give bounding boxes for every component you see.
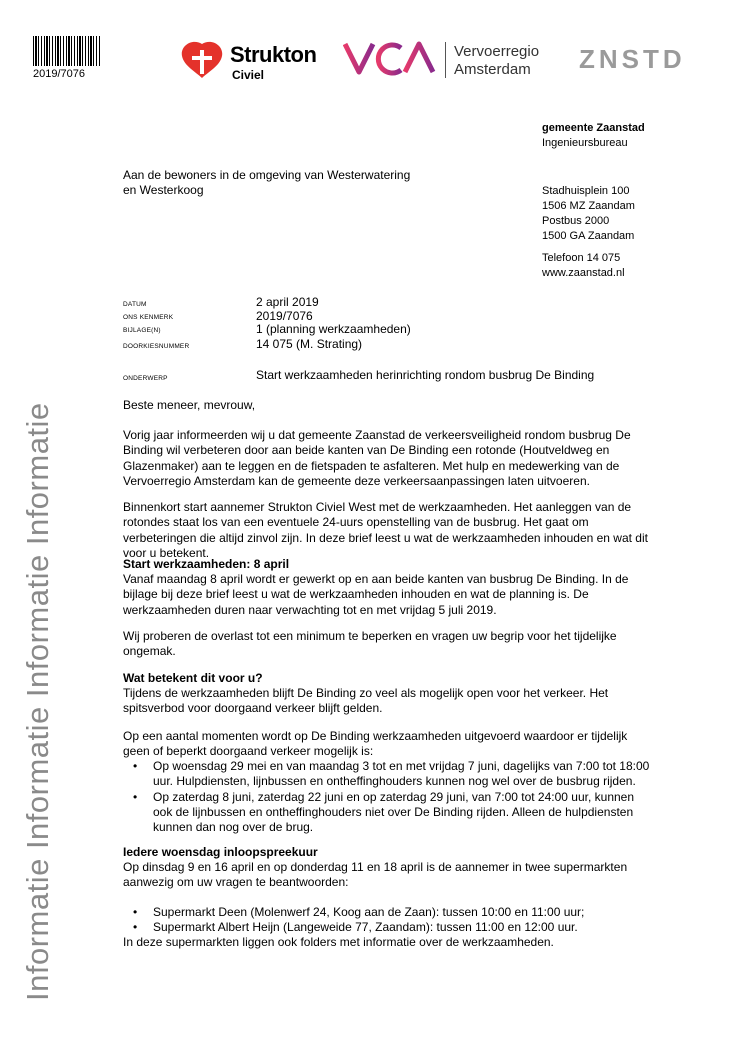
heading-start: Start werkzaamheden: 8 april [123,557,290,571]
sender-org: gemeente Zaanstad [542,122,645,134]
paragraph-7: Op dinsdag 9 en 16 april en op donderdag 11 en 18 april is de aannemer in twee supermarkten aanwezig om uw vragen te beantwoorden: [123,860,628,890]
vervoerregio-logo-icon [343,40,443,78]
sender-postbus-city: 1500 GA Zaandam [542,230,635,242]
recipient-line1: Aan de bewoners in de omgeving van Westerwatering [123,168,411,182]
heading-impact: Wat betekent dit voor u? [123,671,263,685]
strukton-sub: Civiel [232,68,265,82]
recipient-line2: en Westerkoog [123,183,204,197]
strukton-name: Strukton [230,42,317,67]
strukton-logo-icon [178,40,226,80]
side-watermark-text: Informatie Informatie Informatie Informatie [20,402,55,1001]
heading-spreekuur: Iedere woensdag inloopspreekuur [123,845,318,859]
paragraph-1: Vorig jaar informeerden wij u dat gemeente Zaanstad de verkeersveiligheid rondom busbrug De Binding wil verbeteren door aan beide kanten van De Binding een rotonde (Houtveldweg en Glazenmaker) aan te leggen en de fietspaden te asfalteren. Met hulp en medewerking van de Vervoerregio Amsterdam kan de gemeente deze verkeersaanpassingen laten uitvoeren. [123,428,631,488]
list-item: • Op zaterdag 8 juni, zaterdag 22 juni en op zaterdag 29 juni, van 7:00 tot 24:00 uur, kunnen ook de lijnbussen en ontheffinghouders niet over De Binding rijden. Alleen de hulpdiensten kunnen dan nog over de brug. [123,790,653,836]
kenmerk-label: ONS KENMERK [123,314,174,321]
paragraph-6: Op een aantal momenten wordt op De Binding werkzaamheden uitgevoerd waardoor er tijdelijk geen of beperkt doorgaand verkeer mogelijk is: [123,729,628,759]
bijlage-label: BIJLAGE(N) [123,327,161,334]
salutation: Beste meneer, mevrouw, [123,398,256,412]
sender-phone: Telefoon 14 075 [542,252,621,264]
vervoerregio-line2: Amsterdam [454,61,531,78]
bijlage-value: 1 (planning werkzaamheden) [256,322,411,336]
vervoerregio-name [454,43,539,79]
doorkies-value: 14 075 (M. Strating) [256,337,363,351]
sender-postbus: Postbus 2000 [542,215,610,227]
zaanstad-logo: ZNSTD [579,44,686,74]
sender-website: www.zaanstad.nl [542,267,625,279]
list-item: • Supermarkt Albert Heijn (Langeweide 77, Zaandam): tussen 11:00 en 12:00 uur. [123,920,653,935]
vervoerregio-divider [445,42,446,78]
sender-block [542,121,645,151]
barcode-number: 2019/7076 [33,68,85,80]
paragraph-3: Vanaf maandag 8 april wordt er gewerkt op en aan beide kanten van busbrug De Binding. In de bijlage bij deze brief leest u wat de werkzaamheden inhouden en wat de planning is. De werkzaamheden duren naar verwachting tot en met vrijdag 5 juli 2019. [123,572,629,617]
sender-postcode: 1506 MZ Zaandam [542,200,635,212]
paragraph-5: Tijdens de werkzaamheden blijft De Binding zo veel als mogelijk open voor het verkeer. Het spitsverbod voor doorgaand verkeer blijft gelden. [123,686,609,716]
sender-contact [542,251,625,281]
paragraph-2: Binnenkort start aannemer Strukton Civiel West met de werkzaamheden. Het aanleggen van de rotondes staat los van een eventuele 24-uurs openstelling van de busbrug. Het gaat om verbeteringen die altijd zinvol zijn. In deze brief leest u wat de werkzaamheden inhouden en wat dit voor u betekent. [123,500,648,560]
paragraph-4: Wij proberen de overlast tot een minimum te beperken en vragen uw begrip voor het tijdelijke ongemak. [123,629,617,659]
list-item: • Op woensdag 29 mei en van maandag 3 tot en met vrijdag 7 juni, dagelijks van 7:00 tot 18:00 uur. Hulpdiensten, lijnbussen en ontheffinghouders kunnen nog wel over de busbrug rijden. [123,759,653,790]
doorkies-label: DOORKIESNUMMER [123,343,190,350]
onderwerp-label: ONDERWERP [123,375,168,382]
paragraph-8: In deze supermarkten liggen ook folders met informatie over de werkzaamheden. [123,935,554,949]
sender-address [542,184,635,244]
list-item: • Supermarkt Deen (Molenwerf 24, Koog aan de Zaan): tussen 10:00 en 11:00 uur; [123,905,653,920]
vervoerregio-line1: Vervoerregio [454,43,540,60]
datum-value: 2 april 2019 [256,295,319,309]
recipient-block [123,168,410,198]
sender-dept: Ingenieursbureau [542,137,628,149]
bullet-list-supermarkets [123,905,653,936]
onderwerp-value: Start werkzaamheden herinrichting rondom busbrug De Binding [256,368,595,382]
bullet-list-closures [123,759,653,835]
sender-street: Stadhuisplein 100 [542,185,630,197]
barcode [33,36,101,66]
datum-label: DATUM [123,301,147,308]
kenmerk-value: 2019/7076 [256,309,313,323]
